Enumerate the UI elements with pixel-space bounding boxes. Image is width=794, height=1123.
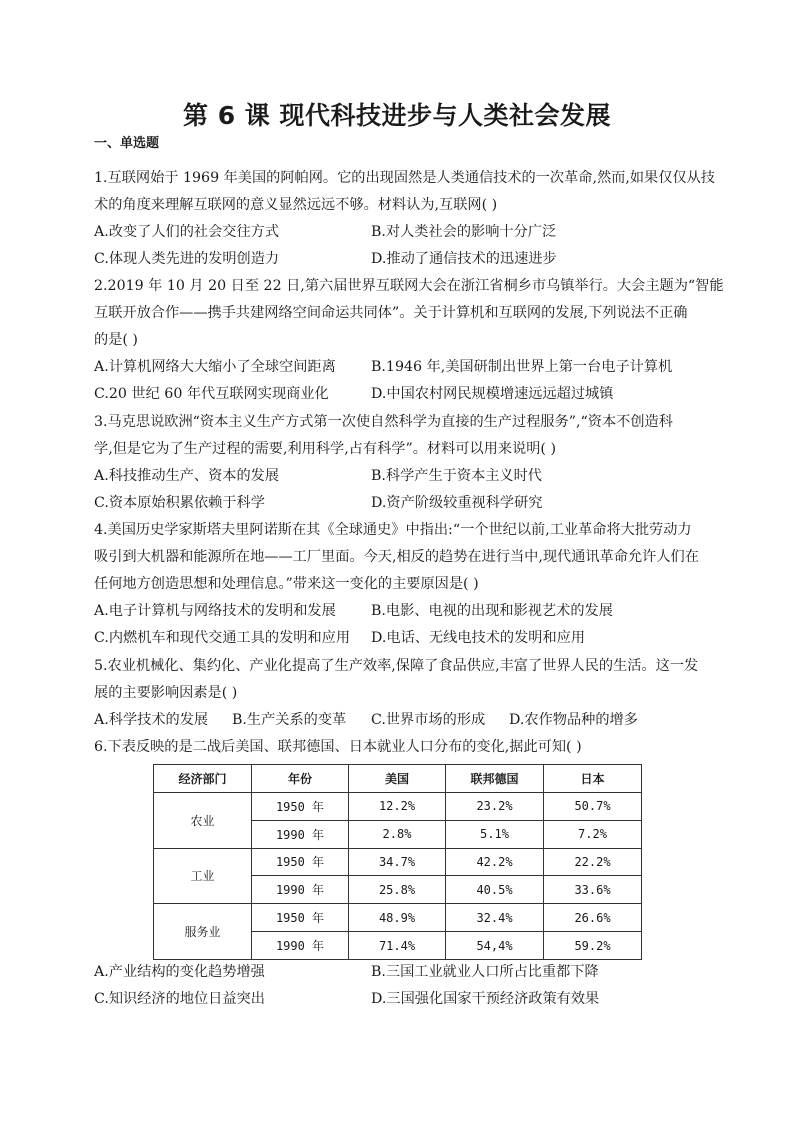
question-2-option-a: A.计算机网络大大缩小了全球空间距离 [94, 359, 336, 375]
table-header: 年份 [252, 765, 349, 793]
question-6-line-1: 6.下表反映的是二战后美国、联邦德国、日本就业人口分布的变化,据此可知( ) [94, 739, 582, 755]
question-1-option-d: D.推动了通信技术的迅速进步 [371, 251, 557, 267]
question-3-option-b: B.科学产生于资本主义时代 [371, 468, 542, 484]
table-header-row [154, 765, 642, 793]
question-3-option-d: D.资产阶级较重视科学研究 [371, 495, 543, 511]
table-header: 经济部门 [154, 765, 252, 793]
table-cell: 26.6% [544, 904, 642, 932]
question-4-option-b: B.电影、电视的出现和影视艺术的发展 [371, 603, 613, 619]
question-5-option-d: D.农作物品种的增多 [509, 712, 638, 728]
question-4-line-1: 4.美国历史学家斯塔夫里阿诺斯在其《全球通史》中指出:“一个世纪以前,工业革命将大批劳动力 [94, 522, 692, 538]
table-cell: 22.2% [544, 848, 642, 876]
question-1-option-a: A.改变了人们的社会交往方式 [94, 224, 280, 240]
table-cell: 48.9% [349, 904, 446, 932]
table-cell: 34.7% [349, 848, 446, 876]
table-cell: 5.1% [446, 820, 544, 848]
table-header: 联邦德国 [446, 765, 544, 793]
table-cell: 12.2% [349, 792, 446, 820]
section-heading: 一、单选题 [94, 136, 160, 151]
question-3-line-1: 3.马克思说欧洲“资本主义生产方式第一次使自然科学为直接的生产过程服务”,“资本不创造科 [94, 414, 673, 430]
table-cell: 42.2% [446, 848, 544, 876]
question-5-option-a: A.科学技术的发展 [94, 712, 209, 728]
table-cell: 50.7% [544, 792, 642, 820]
question-6-option-c: C.知识经济的地位日益突出 [94, 991, 265, 1007]
question-5-option-b: B.生产关系的变革 [232, 712, 347, 728]
question-1-option-c: C.体现人类先进的发明创造力 [94, 251, 280, 267]
table-cell: 1990 年 [252, 820, 349, 848]
question-4-option-c: C.内燃机车和现代交通工具的发明和应用 [94, 630, 351, 646]
question-6-option-d: D.三国强化国家干预经济政策有效果 [371, 991, 600, 1007]
question-2-line-2: 互联开放合作——携手共建网络空间命运共同体”。关于计算机和互联网的发展,下列说法不正确 [94, 305, 688, 321]
table-cell: 7.2% [544, 820, 642, 848]
question-3-option-c: C.资本原始积累依赖于科学 [94, 495, 265, 511]
sector-cell: 服务业 [154, 904, 252, 960]
table-cell: 54,4% [446, 932, 544, 960]
table-cell: 71.4% [349, 932, 446, 960]
question-5-option-c: C.世界市场的形成 [371, 712, 486, 728]
table-cell: 59.2% [544, 932, 642, 960]
table-cell: 25.8% [349, 876, 446, 904]
table-cell: 32.4% [446, 904, 544, 932]
sector-cell: 工业 [154, 848, 252, 904]
question-4-option-a: A.电子计算机与网络技术的发明和发展 [94, 603, 336, 619]
page-title: 第 6 课 现代科技进步与人类社会发展 [182, 101, 611, 130]
table-row [154, 848, 642, 876]
question-5-line-1: 5.农业机械化、集约化、产业化提高了生产效率,保障了食品供应,丰富了世界人民的生活。这一发 [94, 658, 699, 674]
table-header: 美国 [349, 765, 446, 793]
question-4-option-d: D.电话、无线电技术的发明和应用 [371, 630, 586, 646]
question-4-line-3: 任何地方创造思想和处理信息。”带来这一变化的主要原因是( ) [94, 576, 479, 592]
question-6-option-a: A.产业结构的变化趋势增强 [94, 964, 265, 980]
table-row [154, 904, 642, 932]
question-2-line-3: 的是( ) [94, 332, 138, 348]
question-1-line-1: 1.互联网始于 1969 年美国的阿帕网。它的出现固然是人类通信技术的一次革命,然而,如果仅仅从技 [94, 170, 715, 186]
question-1-option-b: B.对人类社会的影响十分广泛 [371, 224, 557, 240]
question-6-option-b: B.三国工业就业人口所占比重都下降 [371, 964, 599, 980]
table-cell: 1950 年 [252, 792, 349, 820]
table-header: 日本 [544, 765, 642, 793]
question-2-option-c: C.20 世纪 60 年代互联网实现商业化 [94, 386, 329, 402]
table-cell: 33.6% [544, 876, 642, 904]
question-5-line-2: 展的主要影响因素是( ) [94, 685, 238, 701]
table-cell: 1990 年 [252, 932, 349, 960]
employment-table [153, 764, 642, 960]
table-row [154, 792, 642, 820]
question-4-line-2: 吸引到大机器和能源所在地——工厂里面。今天,相反的趋势在进行当中,现代通讯革命允许人们在 [94, 549, 699, 565]
question-2-option-d: D.中国农村网民规模增速远远超过城镇 [371, 386, 614, 402]
question-3-option-a: A.科技推动生产、资本的发展 [94, 468, 280, 484]
question-2-option-b: B.1946 年,美国研制出世界上第一台电子计算机 [371, 359, 673, 375]
question-1-line-2: 术的角度来理解互联网的意义显然远远不够。材料认为,互联网( ) [94, 197, 498, 213]
table-cell: 40.5% [446, 876, 544, 904]
sector-cell: 农业 [154, 792, 252, 848]
table-cell: 23.2% [446, 792, 544, 820]
question-2-line-1: 2.2019 年 10 月 20 日至 22 日,第六届世界互联网大会在浙江省桐乡市乌镇举行。大会主题为“智能 [94, 278, 724, 294]
table-cell: 1950 年 [252, 904, 349, 932]
table-cell: 2.8% [349, 820, 446, 848]
question-3-line-2: 学,但是它为了生产过程的需要,利用科学,占有科学”。材料可以用来说明( ) [94, 441, 556, 457]
table-cell: 1950 年 [252, 848, 349, 876]
table-cell: 1990 年 [252, 876, 349, 904]
